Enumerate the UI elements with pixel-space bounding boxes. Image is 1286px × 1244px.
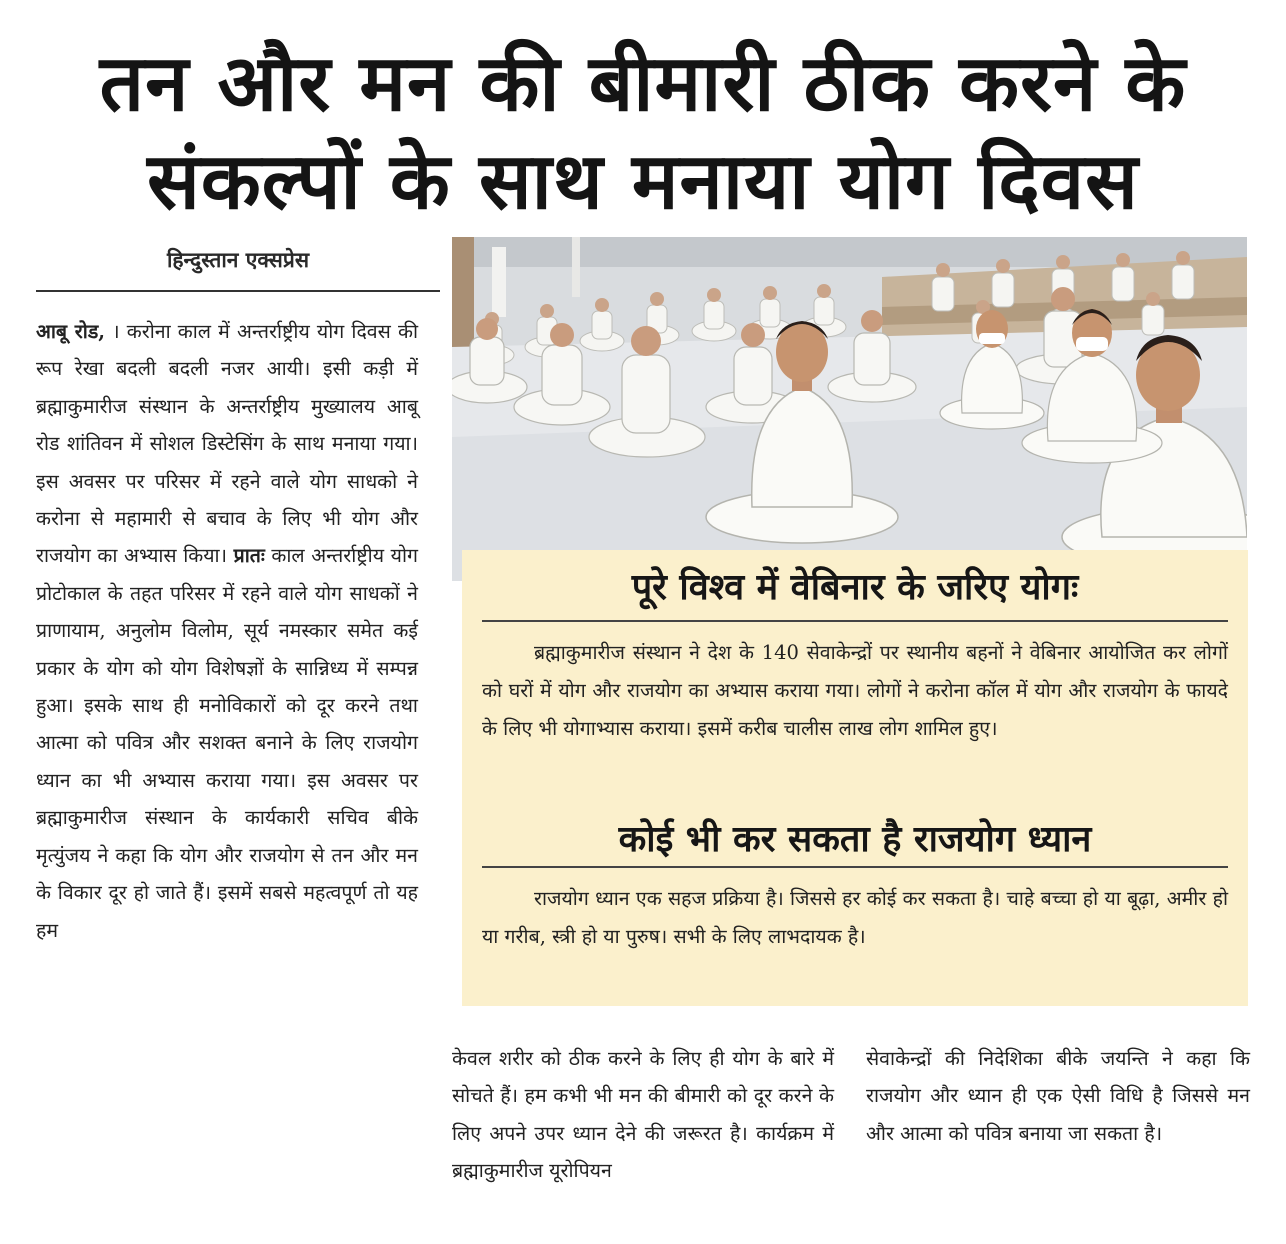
byline-rule: [36, 290, 440, 292]
box-rule-2: [482, 866, 1228, 868]
left-column-bold-word: प्रातः: [233, 544, 265, 568]
headline-line-2: संकल्पों के साथ मनाया योग दिवस: [147, 137, 1139, 227]
left-column: [36, 313, 418, 949]
right-column: सेवाकेन्द्रों की निदेशिका बीके जयन्ति ने कहा कि राजयोग और ध्यान ही एक ऐसी विधि है जिससे मन और आत्मा को पवित्र बनाया जा सकता है।: [866, 1047, 1250, 1145]
headline-line-1: तन और मन की बीमारी ठीक करने के: [99, 39, 1187, 129]
yoga-session-illustration: [452, 237, 1247, 581]
left-column-text-a: । करोना काल में अन्तर्राष्ट्रीय योग दिवस की रूप रेखा बदली बदली नजर आयी। इसी कड़ी में ब्रह्माकुमारीज संस्थान के अन्तर्राष्ट्रीय मुख्यालय आबू रोड शांतिवन में सोशल डिस्टेसिंग के साथ मनाया गया। इस अवसर पर परिसर में रहने वाले योग साधको ने करोना से महामारी से बचाव के लिए भी योग और राजयोग का अभ्यास किया।: [36, 320, 418, 568]
dateline: आबू रोड,: [36, 320, 106, 343]
box-paragraph-rajyoga: राजयोग ध्यान एक सहज प्रक्रिया है। जिससे हर कोई कर सकता है। चाहे बच्चा हो या बूढ़ा, अमीर हो या गरीब, स्त्री हो या पुरुष। सभी के लिए लाभदायक है।: [482, 887, 1228, 948]
box-title-webinar: पूरे विश्व में वेबिनार के जरिए योगः: [631, 567, 1079, 608]
middle-column: केवल शरीर को ठीक करने के लिए ही योग के बारे में सोचते हैं। हम कभी भी मन की बीमारी को दूर करने के लिए अपने उपर ध्यान देने की जरूरत है। कार्यक्रम में ब्रह्माकुमारीज यूरोपियन: [452, 1047, 834, 1183]
box-title-rajyoga: कोई भी कर सकता है राजयोग ध्यान: [618, 819, 1092, 860]
sidebar-box: [462, 550, 1248, 1006]
yoga-photo: [452, 237, 1247, 581]
box-rule-1: [482, 620, 1228, 622]
byline: हिन्दुस्तान एक्सप्रेस: [166, 248, 310, 272]
left-column-text-b: काल अन्तर्राष्ट्रीय योग प्रोटोकाल के तहत परिसर में रहने वाले योग साधकों ने प्राणायाम, अनुलोम विलोम, सूर्य नमस्कार समेत कई प्रकार के योग को योग विशेषज्ञों के सान्निध्य में सम्पन्न हुआ। इसके साथ ही मनोविकारों को दूर करने तथा आत्मा को पवित्र और सशक्त बनाने के लिए राजयोग ध्यान का भी अभ्यास कराया गया। इस अवसर पर ब्रह्माकुमारीज संस्थान के कार्यकारी सचिव बीके मृत्युंजय ने कहा कि योग और राजयोग से तन और मन के विकार दूर हो जाते हैं। इसमें सबसे महत्वपूर्ण तो यह हम: [36, 544, 418, 942]
box-paragraph-webinar: ब्रह्माकुमारीज संस्थान ने देश के 140 सेवाकेन्द्रों पर स्थानीय बहनों ने वेबिनार आयोजित कर लोगों को घरों में योग और राजयोग का अभ्यास कराया गया। लोगों ने करोना कॉल में योग और राजयोग के फायदे के लिए भी योगाभ्यास कराया। इसमें करीब चालीस लाख लोग शामिल हुए।: [482, 641, 1228, 740]
